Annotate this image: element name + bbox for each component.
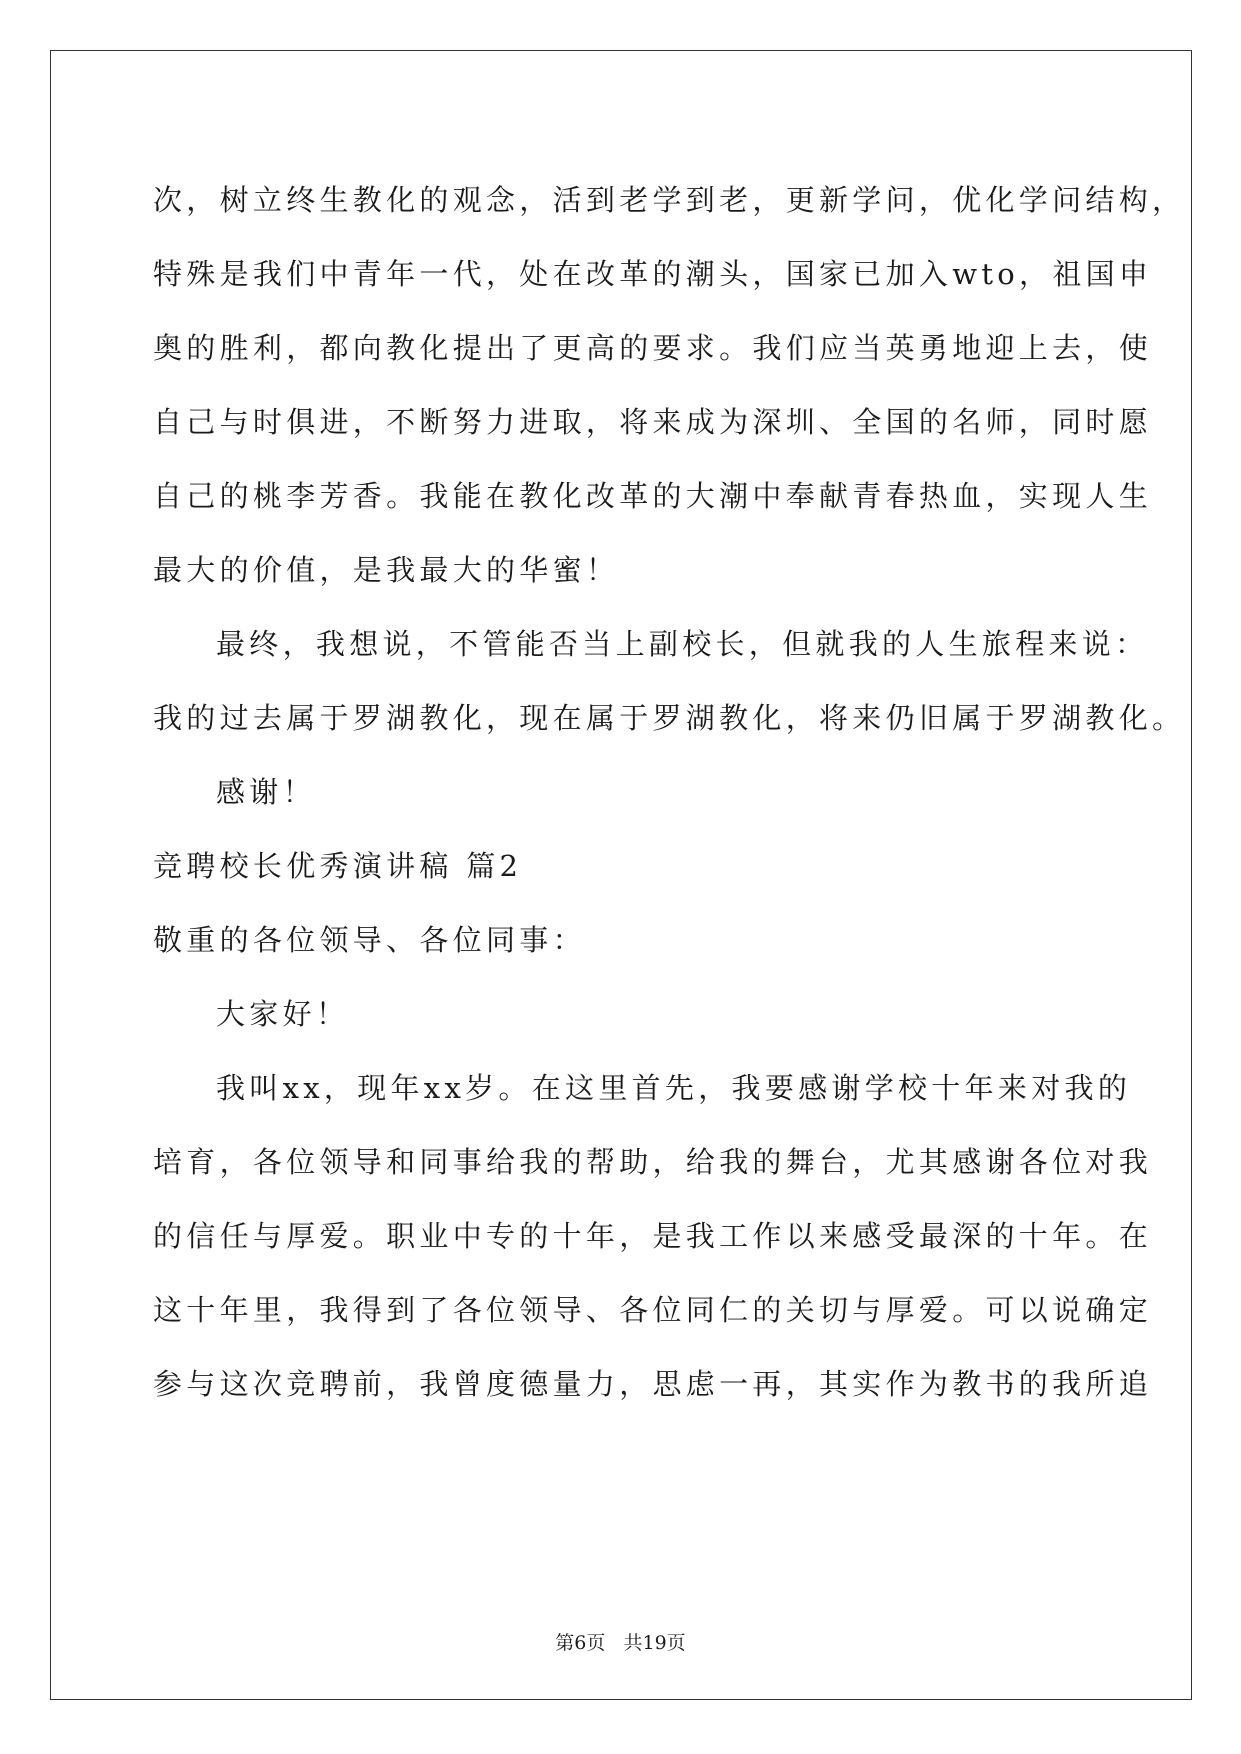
text-line: 这十年里，我得到了各位领导、各位同仁的关切与厚爱。可以说确定 <box>153 1293 1153 1327</box>
text-line: 自己的桃李芳香。我能在教化改革的大潮中奉献青春热血，实现人生 <box>153 479 1153 513</box>
text-line: 最终，我想说，不管能否当上副校长，但就我的人生旅程来说： <box>216 627 1149 661</box>
text-line: 我叫xx，现年xx岁。在这里首先，我要感谢学校十年来对我的 <box>216 1071 1132 1105</box>
section-heading: 竞聘校长优秀演讲稿 篇2 <box>153 849 523 883</box>
text-line: 我的过去属于罗湖教化，现在属于罗湖教化，将来仍旧属于罗湖教化。 <box>153 701 1186 735</box>
text-line: 次，树立终生教化的观念，活到老学到老，更新学问，优化学问结构， <box>153 183 1186 217</box>
text-line: 培育，各位领导和同事给我的帮助，给我的舞台，尤其感谢各位对我 <box>153 1145 1153 1179</box>
text-line: 奥的胜利，都向教化提出了更高的要求。我们应当英勇地迎上去，使 <box>153 331 1153 365</box>
greeting: 大家好！ <box>216 997 350 1031</box>
text-line: 的信任与厚爱。职业中专的十年，是我工作以来感受最深的十年。在 <box>153 1219 1153 1253</box>
text-line: 感谢！ <box>216 775 316 809</box>
text-line: 自己与时俱进，不断努力进取，将来成为深圳、全国的名师，同时愿 <box>153 405 1153 439</box>
text-line: 最大的价值，是我最大的华蜜！ <box>153 553 620 587</box>
text-line: 参与这次竞聘前，我曾度德量力，思虑一再，其实作为教书的我所追 <box>153 1367 1153 1401</box>
text-line: 特殊是我们中青年一代，处在改革的潮头，国家已加入wto，祖国申 <box>153 257 1153 291</box>
salutation: 敬重的各位领导、各位同事： <box>153 923 586 957</box>
page-number-footer: 第6页 共19页 <box>555 1632 686 1654</box>
